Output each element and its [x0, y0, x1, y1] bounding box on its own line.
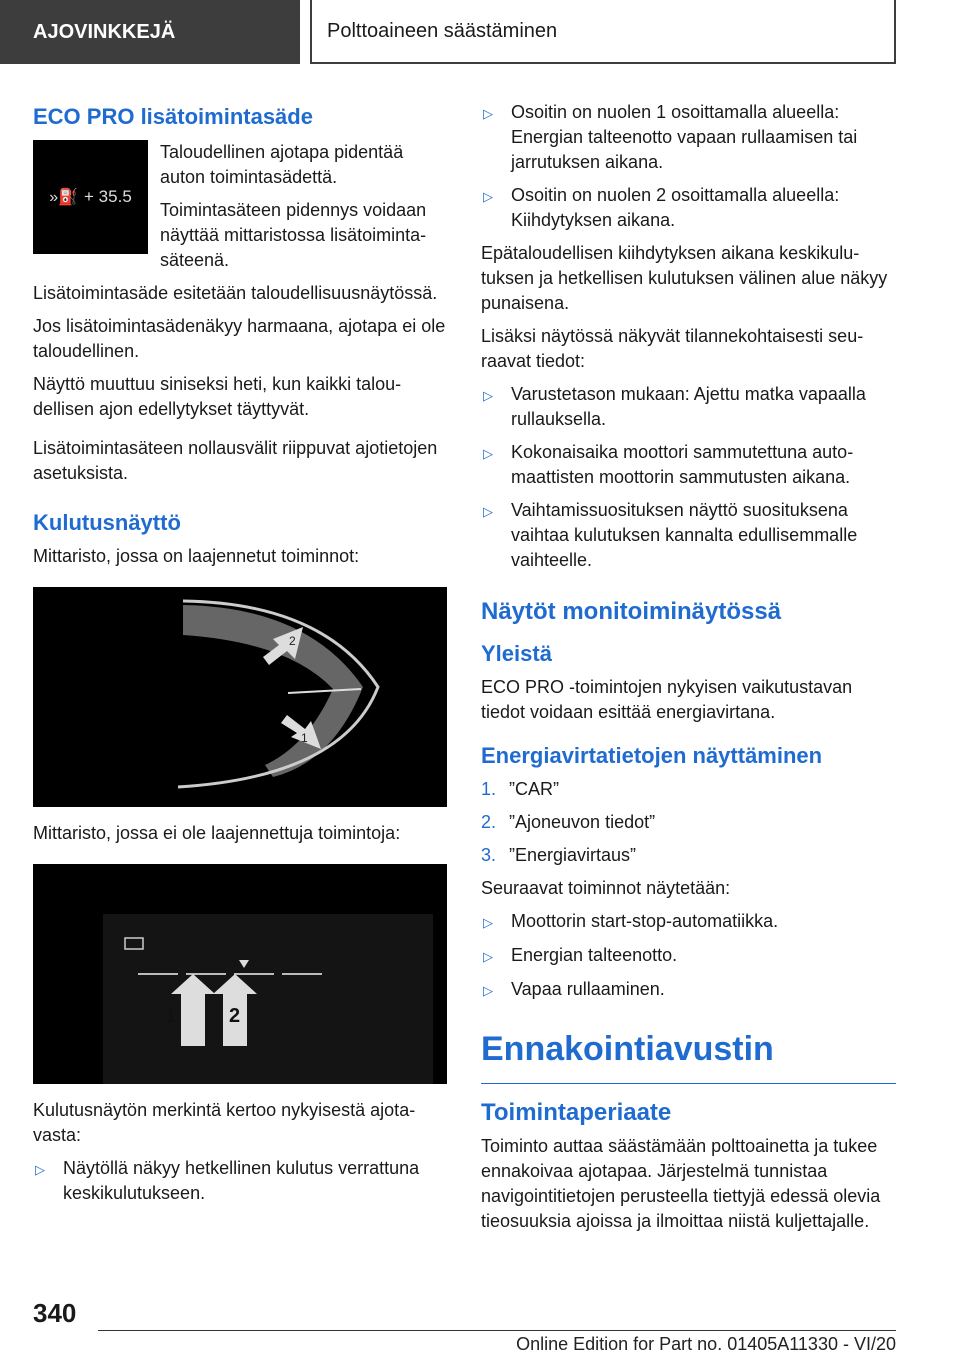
left-column [33, 100, 447, 1214]
bullet-text: Energian talteenotto. [511, 945, 678, 965]
eco-pro-text [160, 140, 447, 281]
footer-divider [98, 1330, 896, 1331]
left-p6: Lisätoimintasäteen nollausvälit riippuvat ajotietojen asetuksista. [33, 438, 438, 483]
eco-p1: Taloudellinen ajotapa pidentää auton toimintasädettä. [160, 142, 404, 187]
triangle-bullet-icon: ▷ [483, 983, 493, 998]
triangle-bullet-icon: ▷ [483, 949, 493, 964]
subsection-tab: Polttoaineen säästäminen [310, 0, 896, 64]
gauge-basic-image [33, 864, 447, 1084]
right-p3: ECO PRO -toimintojen nykyisen vaikutustavan tiedot voidaan esittää energiavirtana. [481, 677, 853, 722]
triangle-bullet-icon: ▷ [483, 106, 493, 121]
list-item [481, 977, 896, 1003]
right-p4: Seuraavat toiminnot näytetään: [481, 878, 731, 898]
step-text: ”Energiavirtaus” [509, 845, 637, 865]
gauge-extended-graphic [33, 587, 447, 807]
triangle-bullet-icon: ▷ [483, 446, 493, 461]
triangle-bullet-icon: ▷ [483, 504, 493, 519]
bullet-text: Moottorin start-stop-automatiikka. [511, 911, 779, 931]
fuel-pump-icon: »⛽ [49, 189, 79, 206]
list-item [33, 1156, 447, 1206]
bullet-text: Osoitin on nuolen 1 osoittamalla alueella: Energian talteenotto vapaan rullaamisen tai jarrutuksen aikana. [511, 102, 858, 172]
naytot-heading: Näytöt monitoiminäytössä [481, 598, 782, 625]
eco-p2: Toimintasäteen pidennys voidaan näyttää mittaristossa lisätoimintasäteenä. [160, 200, 427, 270]
step-text: ”Ajoneuvon tiedot” [509, 812, 656, 832]
step-number: 1. [481, 779, 497, 799]
arrow-label-2: 2 [289, 634, 296, 648]
ennakointi-heading: Ennakointiavustin [481, 1030, 774, 1068]
arrow-label-2b: 2 [229, 1005, 241, 1027]
bullet-text: Vaihtamissuosituksen näyttö suosituksena vaihtaa kulutuksen kannalta edullisemmalle vaihteelle. [511, 500, 858, 570]
bullet-text: Vapaa rullaaminen. [511, 979, 665, 999]
triangle-bullet-icon: ▷ [35, 1162, 45, 1177]
right-column [481, 100, 896, 1242]
kulutus-heading: Kulutusnäyttö [33, 510, 181, 535]
kulutus-p3: Kulutusnäytön merkintä kertoo nykyisestä ajotavasta: [33, 1100, 416, 1145]
list-item [481, 100, 896, 175]
eco-pro-heading: ECO PRO lisätoimintasäde [33, 104, 313, 129]
list-item [481, 382, 896, 432]
triangle-bullet-icon: ▷ [483, 189, 493, 204]
gauge-extended-image [33, 587, 447, 807]
page-number: 340 [33, 1298, 77, 1328]
triangle-bullet-icon: ▷ [483, 915, 493, 930]
bullet-text: Kokonaisaika moottori sammutettuna automaattisten moottorin sammutusten aikana. [511, 442, 854, 487]
yleista-heading: Yleistä [481, 641, 552, 666]
kulutus-p2: Mittaristo, jossa ei ole laajennettuja toimintoja: [33, 823, 401, 843]
step-number: 2. [481, 812, 497, 832]
step-text: ”CAR” [509, 779, 559, 799]
list-item [481, 909, 896, 935]
eco-range-value: + 35.5 [84, 187, 132, 206]
eco-pro-block [33, 140, 447, 281]
arrow-label-1b: 1 [165, 1005, 177, 1027]
list-item [481, 440, 896, 490]
bullet-text: Varustetason mukaan: Ajettu matka vapaalla rullauksella. [511, 384, 866, 429]
toimintaperiaate-heading: Toimintaperiaate [481, 1099, 672, 1126]
heading-divider [481, 1083, 896, 1084]
list-item [481, 498, 896, 573]
kulutus-p1: Mittaristo, jossa on laajennetut toiminnot: [33, 546, 360, 566]
edition-footer: Online Edition for Part no. 01405A11330 - VI/20 [516, 1334, 896, 1354]
section-tab: AJOVINKKEJÄ [0, 0, 300, 64]
list-item [481, 183, 896, 233]
eco-range-display-image [33, 140, 148, 254]
list-item [481, 777, 896, 802]
left-p5: Näyttö muuttuu siniseksi heti, kun kaikki taloudellisen ajon edellytykset täyttyvät. [33, 374, 402, 419]
right-p2: Lisäksi näytössä näkyvät tilannekohtaisesti seuraavat tiedot: [481, 326, 864, 371]
bullet-text: Näytöllä näkyy hetkellinen kulutus verrattuna keskikulutukseen. [63, 1158, 420, 1203]
left-p4: Jos lisätoimintasädenäkyy harmaana, ajotapa ei ole taloudellinen. [33, 316, 446, 361]
list-item [481, 843, 896, 868]
bullet-text: Osoitin on nuolen 2 osoittamalla alueella: Kiihdytyksen aikana. [511, 185, 840, 230]
arrow-label-1: 1 [301, 731, 308, 745]
right-p1: Epätaloudellisen kiihdytyksen aikana keskikulutuksen ja hetkellisen kulutuksen välinen alue näkyy punaisena. [481, 243, 888, 313]
right-p5: Toiminto auttaa säästämään polttoainetta ja tukee ennakoivaa ajotapaa. Järjestelmä tunnistaa navigointitietojen perusteella tiettyjä edessä olevia tieosuuksia ajoissa ja ilmoittaa niistä kuljettajalle. [481, 1136, 881, 1231]
triangle-bullet-icon: ▷ [483, 388, 493, 403]
gauge-basic-graphic [33, 864, 447, 1084]
energia-heading: Energiavirtatietojen näyttäminen [481, 743, 823, 768]
left-p3: Lisätoimintasäde esitetään taloudellisuusnäytössä. [33, 283, 438, 303]
step-number: 3. [481, 845, 497, 865]
list-item [481, 810, 896, 835]
list-item [481, 943, 896, 969]
